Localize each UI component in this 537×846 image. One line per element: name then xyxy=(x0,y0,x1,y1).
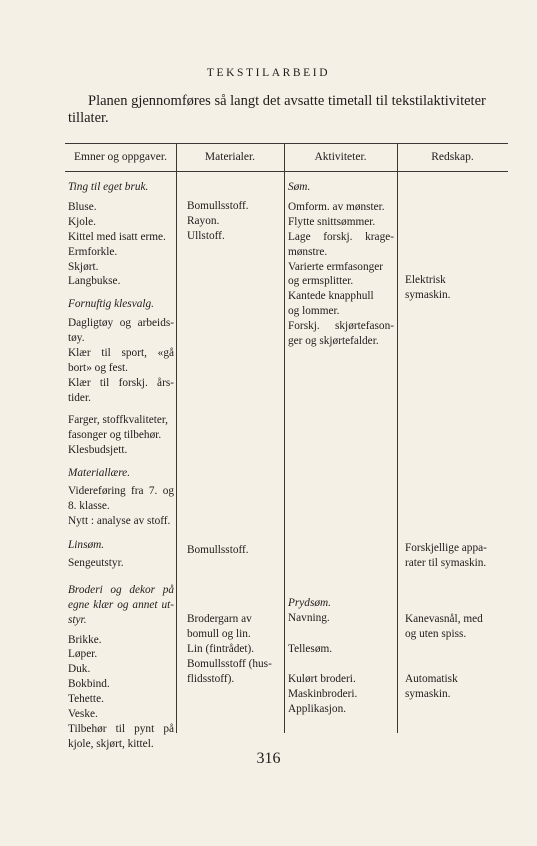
column-emner xyxy=(68,180,174,752)
list-item: Nytt : analyse av stoff. xyxy=(68,515,171,528)
list-item: Kanevasnål, med xyxy=(405,613,483,625)
column-aktiviteter xyxy=(288,180,394,349)
list-item: Rayon. xyxy=(187,214,220,227)
column-divider xyxy=(397,143,398,733)
page-number: 316 xyxy=(256,750,281,767)
list-item: Automatisk xyxy=(405,673,458,685)
list-item: bomull og lin. xyxy=(187,627,251,640)
section-heading: Fornuftig klesvalg. xyxy=(68,298,154,311)
list-item: flidsstoff). xyxy=(187,672,235,685)
list-item: Duk. xyxy=(68,663,91,676)
section-heading: Søm. xyxy=(288,181,311,193)
list-item: Kantede knapphull xyxy=(288,290,374,303)
list-item: Ullstoff. xyxy=(187,229,225,242)
column-redskap xyxy=(405,612,505,642)
list-item: symaskin. xyxy=(405,288,451,301)
list-item: Forskj. skjørtefason- xyxy=(288,320,394,333)
column-materialer xyxy=(187,199,283,244)
column-aktiviteter xyxy=(288,672,394,717)
list-item: Lage forskj. krage- xyxy=(288,230,394,243)
list-item: Klær til forskj. års- xyxy=(68,376,174,389)
list-item: Bomullsstoff. xyxy=(187,544,249,556)
list-item: Applikasjon. xyxy=(288,702,347,715)
list-item: bort» og fest. xyxy=(68,361,128,374)
list-item: Elektrisk xyxy=(405,274,446,286)
list-item: og lommer. xyxy=(288,305,340,318)
list-item: mønstre. xyxy=(288,245,328,258)
list-item: Navning. xyxy=(288,611,330,624)
list-item: Bokbind. xyxy=(68,678,110,691)
header-emner: Emner og oppgaver. xyxy=(74,151,167,163)
page-heading: TEKSTILARBEID xyxy=(206,67,331,79)
list-item: Tilbehør til pynt på xyxy=(68,723,174,735)
intro-paragraph: Planen gjennomføres så langt det avsatte timetall til tekstilaktiviteter tillater. xyxy=(68,93,486,126)
list-item: Brodergarn av xyxy=(187,613,252,625)
list-item: og uten spiss. xyxy=(405,627,467,640)
list-item: Kittel med isatt erme. xyxy=(68,230,166,243)
list-item: og ermsplitter. xyxy=(288,275,354,288)
column-divider xyxy=(176,143,177,733)
list-item: Maskinbroderi. xyxy=(288,687,358,700)
list-item: Klesbudsjett. xyxy=(68,443,128,456)
column-redskap xyxy=(405,672,505,702)
header-rule xyxy=(65,171,508,172)
list-item: rater til symaskin. xyxy=(405,556,487,569)
list-item: Brikke. xyxy=(68,633,102,646)
list-item: Kulørt broderi. xyxy=(288,673,356,685)
list-item: fasonger og tilbehør. xyxy=(68,428,162,441)
list-item: Langbukse. xyxy=(68,275,121,288)
column-aktiviteter xyxy=(288,642,394,657)
header-redskap: Redskap. xyxy=(431,151,474,163)
list-item: tider. xyxy=(68,391,91,404)
column-divider xyxy=(284,143,285,733)
list-item: Videreføring fra 7. og xyxy=(68,485,174,498)
table-top-rule xyxy=(65,143,508,144)
list-item: Forskjellige appa- xyxy=(405,542,487,554)
section-heading: Linsøm. xyxy=(68,539,105,552)
section-heading: Broderi og dekor på xyxy=(68,583,174,596)
list-item: kjole, skjørt, kittel. xyxy=(68,737,154,750)
list-item: Veske. xyxy=(68,708,98,721)
list-item: Bluse. xyxy=(68,200,97,213)
list-item: Flytte snittsømmer. xyxy=(288,215,376,228)
list-item: Dagligtøy og arbeids- xyxy=(68,317,174,330)
list-item: Tellesøm. xyxy=(288,643,333,655)
list-item: Bomullsstoff (hus- xyxy=(187,657,272,670)
list-item: 8. klasse. xyxy=(68,500,110,513)
header-aktiviteter: Aktiviteter. xyxy=(314,151,367,163)
column-materialer xyxy=(187,612,283,687)
column-materialer xyxy=(187,543,283,558)
list-item: Tehette. xyxy=(68,693,104,706)
list-item: Bomullsstoff. xyxy=(187,200,249,212)
section-heading: egne klær og annet ut- xyxy=(68,598,174,611)
list-item: Løper. xyxy=(68,648,98,661)
list-item: Omform. av mønster. xyxy=(288,200,385,213)
list-item: symaskin. xyxy=(405,687,451,700)
list-item: Klær til sport, «gå xyxy=(68,347,174,360)
list-item: Varierte ermfasonger xyxy=(288,260,384,273)
list-item: Skjørt. xyxy=(68,260,99,273)
section-heading: styr. xyxy=(68,613,87,626)
section-heading: Prydsøm. xyxy=(288,597,331,609)
section-heading: Ting til eget bruk. xyxy=(68,181,149,193)
list-item: Kjole. xyxy=(68,215,96,228)
column-aktiviteter xyxy=(288,596,394,626)
list-item: tøy. xyxy=(68,332,85,345)
column-redskap xyxy=(405,273,505,303)
curriculum-table xyxy=(65,143,508,750)
header-materialer: Materialer. xyxy=(204,151,256,163)
list-item: Ermforkle. xyxy=(68,245,118,258)
list-item: Lin (fintrådet). xyxy=(187,642,255,655)
list-item: Farger, stoffkvaliteter, xyxy=(68,413,169,426)
column-redskap xyxy=(405,541,505,571)
section-heading: Materiallære. xyxy=(68,467,131,480)
list-item: Sengeutstyr. xyxy=(68,556,124,569)
list-item: ger og skjørtefalder. xyxy=(288,335,379,348)
